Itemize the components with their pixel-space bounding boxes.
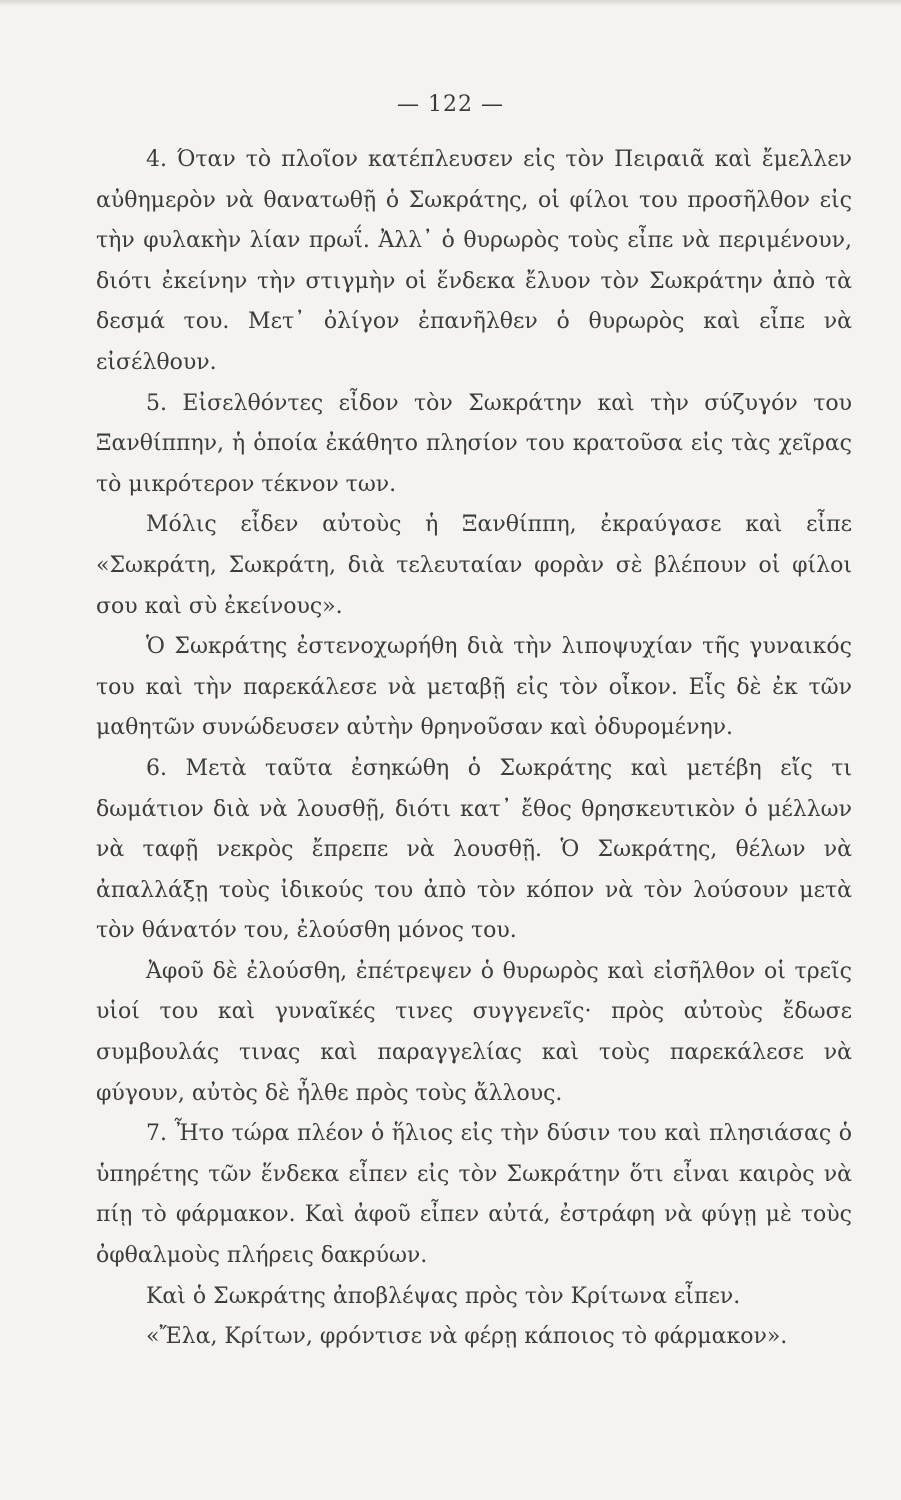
paragraph-5: 5. Εἰσελθόντες εἶδον τὸν Σωκράτην καὶ τὴν σύζυγόν του Ξανθίππην, ἡ ὁποία ἐκάθητο πλησίον του κρατοῦσα εἰς τὰς χεῖρας τὸ μικρότερον τέκνον των. bbox=[96, 390, 852, 497]
body-text bbox=[96, 140, 852, 1358]
paragraph-xanthippe: Μόλις εἶδεν αὐτοὺς ἡ Ξανθίππη, ἐκραύγασε καὶ εἶπε «Σωκράτη, Σωκράτη, διὰ τελευταίαν φορὰν σὲ βλέπουν οἱ φίλοι σου καὶ σὺ ἐκείνους». bbox=[96, 512, 852, 619]
paragraph-kriton: Καὶ ὁ Σωκράτης ἀποβλέψας πρὸς τὸν Κρίτωνα εἶπεν. bbox=[146, 1283, 741, 1309]
paragraph-4: 4. Όταν τὸ πλοῖον κατέπλευσεν εἰς τὸν Πειραιᾶ καὶ ἔμελλεν αὐθημερὸν νὰ θανατωθῇ ὁ Σωκράτης, οἱ φίλοι του προσῆλθον εἰς τὴν φυλακὴν λίαν πρωΐ. Ἀλλ᾽ ὁ θυρωρὸς τοὺς εἶπε νὰ περιμένουν, διότι ἐκείνην τὴν στιγμὴν οἱ ἕνδεκα ἔλυον τὸν Σωκράτην ἀπὸ τὰ δεσμά του. Μετ᾽ ὀλίγον ἐπανῆλθεν ὁ θυρωρὸς καὶ εἶπε νὰ εἰσέλθουν. bbox=[96, 147, 852, 375]
paragraph-socrates-distress: Ὁ Σωκράτης ἐστενοχωρήθη διὰ τὴν λιποψυχίαν τῆς γυναικός του καὶ τὴν παρεκάλεσε νὰ μεταβῇ εἰς τὸν οἶκον. Εἷς δὲ ἐκ τῶν μαθητῶν συνώδευσεν αὐτὴν θρηνοῦσαν καὶ ὀδυρομένην. bbox=[96, 634, 852, 741]
page-edge bbox=[0, 0, 901, 6]
paragraph-6: 6. Μετὰ ταῦτα ἐσηκώθη ὁ Σωκράτης καὶ μετέβη εἴς τι δωμάτιον διὰ νὰ λουσθῇ, διότι κατ᾽ ἔθος θρησκευτικὸν ὁ μέλλων νὰ ταφῇ νεκρὸς ἔπρεπε νὰ λουσθῇ. Ὁ Σωκράτης, θέλων νὰ ἀπαλλάξῃ τοὺς ἰδικούς του ἀπὸ τὸν κόπον νὰ τὸν λούσουν μετὰ τὸν θάνατόν του, ἐλούσθη μόνος του. bbox=[96, 755, 852, 944]
paragraph-sons: Ἀφοῦ δὲ ἐλούσθη, ἐπέτρεψεν ὁ θυρωρὸς καὶ εἰσῆλθον οἱ τρεῖς υἱοί του καὶ γυναῖκές τινες συγγενεῖς· πρὸς αὐτοὺς ἔδωσε συμβουλάς τινας καὶ παραγγελίας καὶ τοὺς παρεκάλεσε νὰ φύγουν, αὐτὸς δὲ ἦλθε πρὸς τοὺς ἄλλους. bbox=[96, 958, 852, 1106]
paragraph-quote: «Ἔλα, Κρίτων, φρόντισε νὰ φέρῃ κάποιος τὸ φάρμακον». bbox=[146, 1324, 788, 1350]
page-number: — 122 — bbox=[397, 92, 504, 117]
paragraph-7: 7. Ἦτο τώρα πλέον ὁ ἥλιος εἰς τὴν δύσιν του καὶ πλησιάσας ὁ ὑπηρέτης τῶν ἕνδεκα εἶπεν εἰς τὸν Σωκράτην ὅτι εἶναι καιρὸς νὰ πίῃ τὸ φάρμακον. Καὶ ἀφοῦ εἶπεν αὐτά, ἐστράφη νὰ φύγῃ μὲ τοὺς ὀφθαλμοὺς πλήρεις δακρύων. bbox=[96, 1121, 852, 1269]
